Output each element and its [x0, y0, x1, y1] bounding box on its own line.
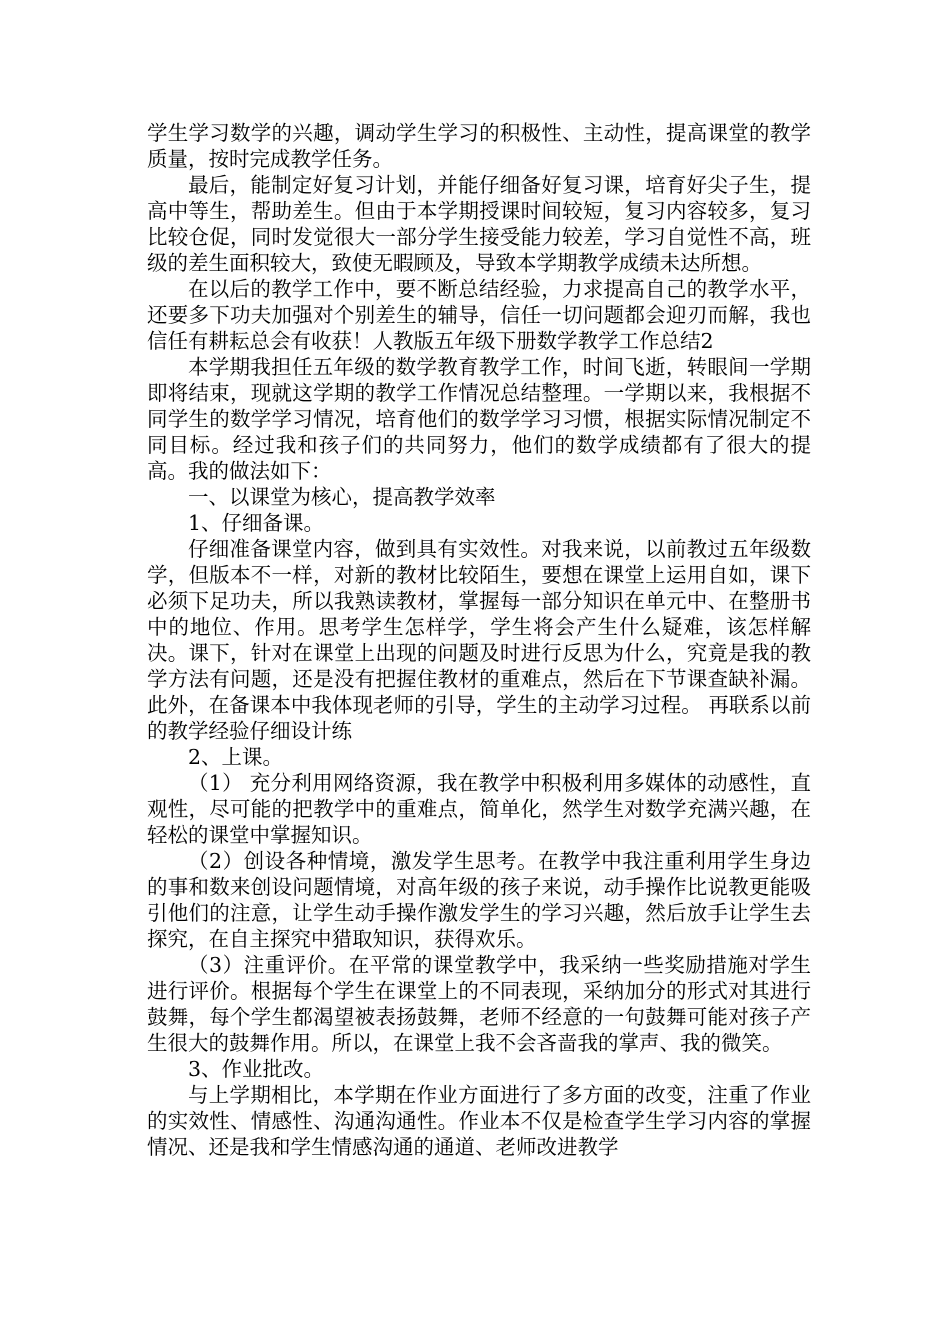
paragraph-intro-continuation: 学生学习数学的兴趣，调动学生学习的积极性、主动性，提高课堂的教学质量，按时完成教学任务。: [147, 121, 811, 171]
paragraph-multimedia: （1） 充分利用网络资源，我在教学中积极利用多媒体的动感性，直观性，尽可能的把教学中的重难点，简单化，然学生对数学充满兴趣，在轻松的课堂中掌握知识。: [147, 771, 811, 847]
paragraph-future-work: 在以后的教学工作中，要不断总结经验，力求提高自己的教学水平，还要多下功夫加强对个别差生的辅导，信任一切问题都会迎刃而解，我也信任有耕耘总会有收获！人教版五年级下册数学教学工作总结2: [147, 277, 811, 353]
document-body: [147, 120, 811, 1160]
heading-class: 2、上课。: [188, 745, 284, 769]
paragraph-review-plan: 最后，能制定好复习计划，并能仔细备好复习课，培育好尖子生，提高中等生，帮助差生。但由于本学期授课时间较短，复习内容较多，复习比较仓促，同时发觉很大一部分学生接受能力较差，学习自觉性不高，班级的差生面积较大，致使无暇顾及，导致本学期教学成绩未达所想。: [147, 173, 811, 275]
paragraph-semester-summary: 本学期我担任五年级的数学教育教学工作，时间飞逝，转眼间一学期即将结束，现就这学期的教学工作情况总结整理。一学期以来，我根据不同学生的数学学习情况，培育他们的数学学习习惯，根据实际情况制定不同目标。经过我和孩子们的共同努力，他们的数学成绩都有了很大的提高。我的做法如下：: [147, 355, 811, 483]
paragraph-lesson-prep: 仔细准备课堂内容，做到具有实效性。对我来说，以前教过五年级数学，但版本不一样，对新的教材比较陌生，要想在课堂上运用自如，课下必须下足功夫，所以我熟读教材，掌握每一部分知识在单元中、在整册书中的地位、作用。思考学生怎样学，学生将会产生什么疑难，该怎样解决。课下，针对在课堂上出现的问题及时进行反思为什么，究竟是我的教学方法有问题，还是没有把握住教材的重难点，然后在下节课查缺补漏。此外，在备课本中我体现老师的引导，学生的主动学习过程。 再联系以前的教学经验仔细设计练: [147, 537, 811, 743]
heading-homework: 3、作业批改。: [188, 1057, 325, 1081]
paragraph-situations: （2）创设各种情境，激发学生思考。在教学中我注重利用学生身边的事和数来创设问题情境，对高年级的孩子来说，动手操作比说教更能吸引他们的注意，让学生动手操作激发学生的学习兴趣，然后放手让学生去探究，在自主探究中猎取知识，获得欢乐。: [147, 849, 811, 951]
paragraph-homework: 与上学期相比，本学期在作业方面进行了多方面的改变，注重了作业的实效性、情感性、沟通沟通性。作业本不仅是检查学生学习内容的掌握情况、还是我和学生情感沟通的通道、老师改进教学: [147, 1083, 811, 1159]
paragraph-evaluation: （3）注重评价。在平常的课堂教学中，我采纳一些奖励措施对学生进行评价。根据每个学生在课堂上的不同表现，采纳加分的形式对其进行鼓舞，每个学生都渴望被表扬鼓舞，老师不经意的一句鼓舞可能对孩子产生很大的鼓舞作用。所以，在课堂上我不会吝啬我的掌声、我的微笑。: [147, 953, 811, 1055]
heading-section-one: 一、以课堂为核心，提高教学效率: [188, 485, 496, 509]
heading-lesson-prep: 1、仔细备课。: [188, 511, 325, 535]
